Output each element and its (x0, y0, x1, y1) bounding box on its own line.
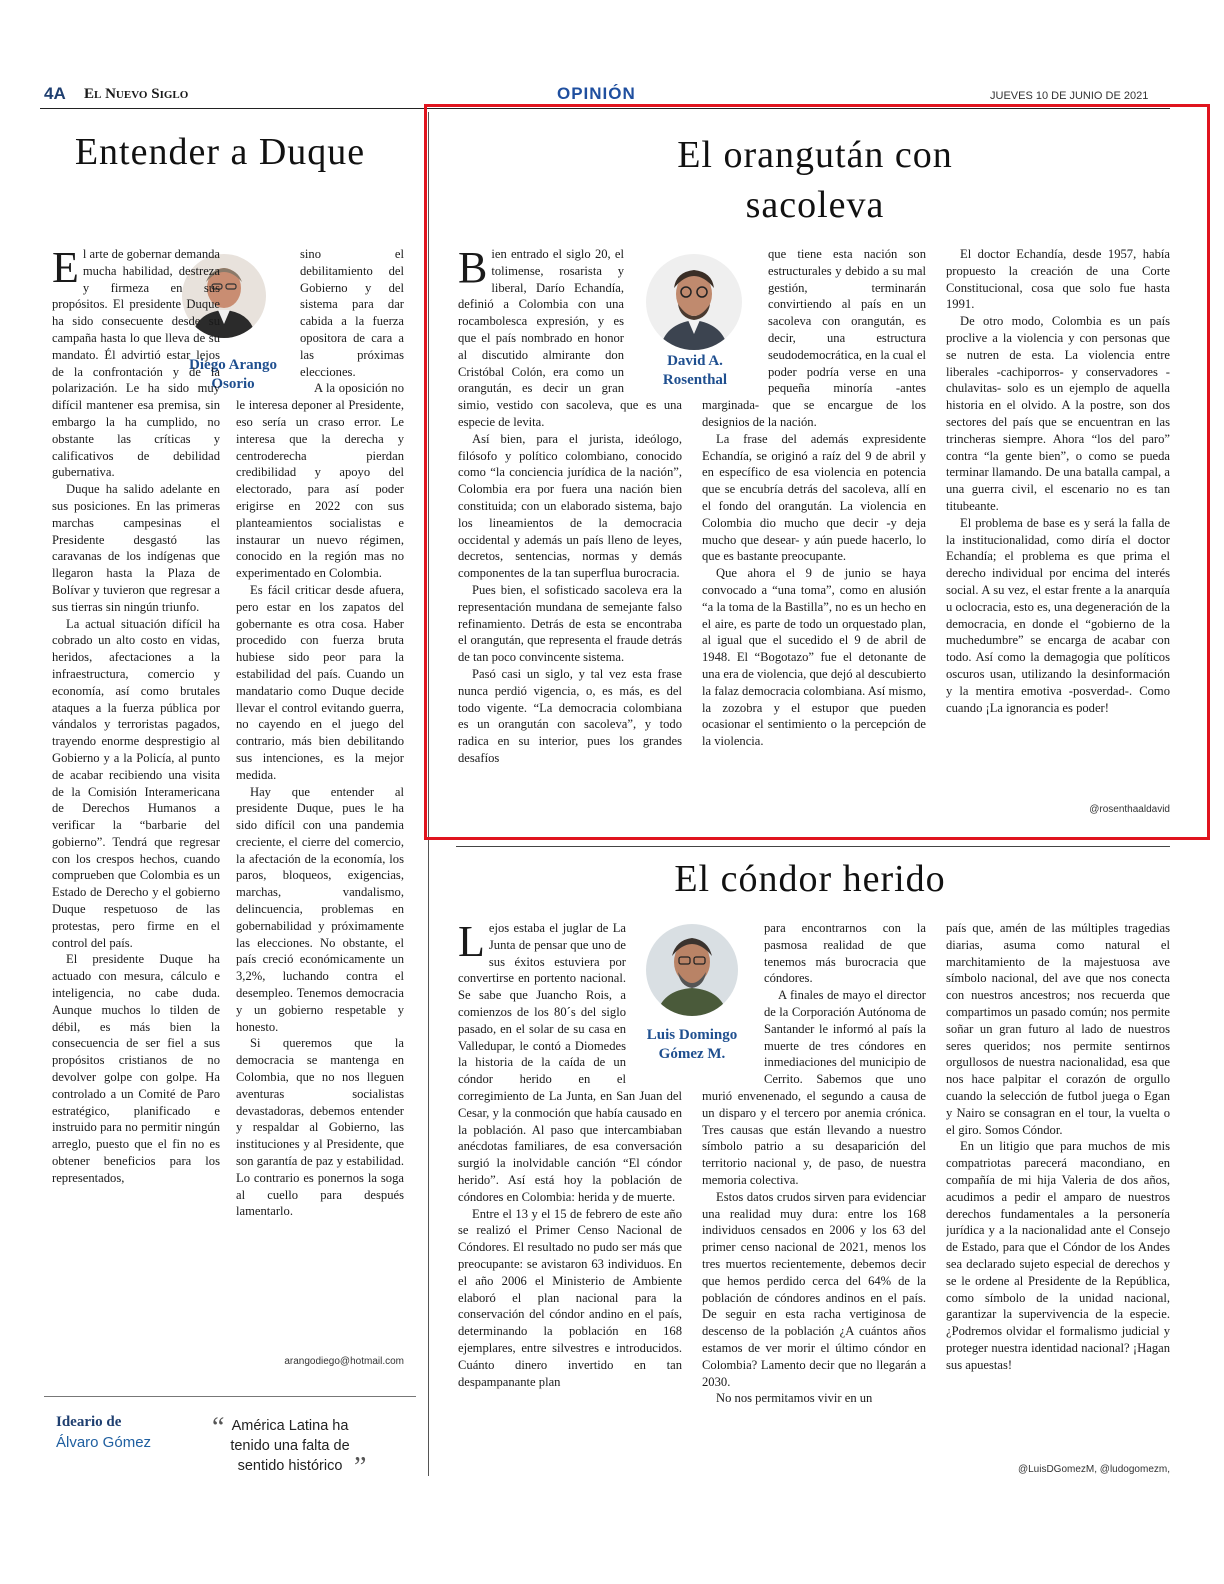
author-name: David A. Rosenthal (662, 353, 728, 388)
page-number: 4A (44, 84, 66, 103)
section-title: OPINIÓN (557, 84, 636, 103)
ideario-rule (44, 1396, 416, 1397)
article-column: para encontrarnos con la pasmosa realidad de que tenemos más burocracia que cóndores. A finales de mayo el director de la Corporación Autónoma de Santander le informó al país la muerte de tres cóndores en inmediaciones del municipio de Cerrito. Sabemos que uno murió envenenado, el segundo a causa de un disparo y el tercero por anemia crónica. Tres causas que están llevando a nuestro símbolo patrio a su desaparición del territorio nacional y, de paso, de nuestra memoria colectiva. Estos datos crudos sirven para evidenciar una realidad muy dura: entre los 168 individuos censados en 2006 y los 63 del primer censo nacional de 2021, menos los tres muertos recientemente, debemos decir que hemos perdido cerca del 64% de la población de cóndores andinos en el país. De seguir en esta racha vertiginosa de descenso de la población ¿A cuántos años estamos de ver morir el último cóndor en Colombia? Lamento decir que no llegarán a 2030. No nos permitamos vivir en un (702, 921, 926, 1406)
article-column: Lejos estaba el juglar de La Junta de pensar que uno de sus éxitos estuviera por convertirse en portento nacional. Se sabe que Juancho Rois, a comienzos de los 80´s del siglo pasado, en el solar de su casa en Valledupar, le contó a Diomedes la historia de la caída de un cóndor herido en el corregimiento de La Junta, en San Juan del Cesar, y la conmoción que había causado en la población. Al paso que intercambiaban anécdotas familiares, de esa conversación surgió la inolvidable canción “El cóndor herido”. Así está hoy la población de cóndores en Colombia: herida y de muerte. Entre el 13 y el 15 de febrero de este año se realizó el Primer Censo Nacional de Cóndores. El resultado no pudo ser más que preocupante: se avistaron 63 individuos. En el año 2006 el Ministerio de Ambiente elaboró el plan nacional para la conservación del cóndor andino en el país, determinando la población en 168 ejemplares, entre silvestres e introducidos. Cuánto dinero invertido en tan despampanante plan (458, 920, 682, 1389)
ideario-name: Álvaro Gómez (56, 1434, 152, 1451)
drop-cap: L (458, 920, 485, 966)
article-title: El orangután con sacoleva (677, 134, 953, 226)
article-divider (456, 846, 1170, 847)
article-title: Entender a Duque (74, 131, 366, 173)
author-handle: @rosenthaaldavid (1089, 804, 1170, 815)
article-column: El arte de gobernar demanda mucha habilidad, destreza y firmeza en sus propósitos. El presidente Duque ha sido consecuente desde su campaña hasta lo que lleva de su mandato. Él advirtió estar lejos de la confrontación y de la polarización. Le ha sido muy difícil mantener esa premisa, sin embargo la ha cumplido, no obstante las críticas y calificativos de debilidad gubernativa. Duque ha salido adelante en sus posiciones. En las primeras marchas campesinas el Presidente desgastó las caravanas de los indígenas que llegaron hasta la Plaza de Bolívar y tuvieron que regresar a sus tierras sin ningún triunfo. La actual situación difícil ha cobrado un alto costo en vidas, heridos, afectaciones a la infraestructura, comercio y economía, así como brutales ataques a la fuerza pública por vándalos y terroristas pagados, trayendo enorme desprestigio al Gobierno y a la Policía, al punto de acabar recibiendo una visita de la Comisión Interamericana de Derechos Humanos a verificar la “barbarie del gobierno”. Tendrá que regresar con los crespos hechos, cuando comprueben que Colombia es un Estado de Derecho y el gobierno Duque respetuoso de las protestas, pero firme en el control del país. El presidente Duque ha actuado con mesura, cálculo e inteligencia, no cabe duda. Aunque muchos lo tilden de débil, es más bien la consecuencia de ser fiel a sus propósitos cristianos de no devolver golpe con golpe. Ha controlado a un Comité de Paro estratégico, planificado e instruido para no permitir ningún arreglo, puesto que el fin no es obtener beneficios para los representados, (52, 246, 220, 1185)
drop-cap: E (52, 246, 79, 292)
ideario-label: Ideario de (56, 1414, 122, 1430)
article-column: que tiene esta nación son estructurales y debido a su mal gestión, terminarán convirtiendo al país en un sacoleva con orangután, es decir, una estructura seudodemocrática, en la cual el poder podría verse en una pequeña minoría -antes marginada- que se encargue de los designios de la nación. La frase del además expresidente Echandía, se originó a raíz del 9 de abril y en específico de esa violencia en potencia que se encubría detrás del sacoleva, allí en el fondo del orangután. La violencia en Colombia dio mucho que decir -y deja mucho que desear- y aún puede hacerlo, lo que es bastante preocupante. Que ahora el 9 de junio se haya convocado a “una toma”, como en alusión “a la toma de la Bastilla”, no es un hecho en el aire, es parte de todo un orquestado plan, al igual que el sucedido el 9 de abril de 1948. El “Bogotazo” fue el detonante de una era de violencia, que dejó al descubierto la falaz democracia colombiana. Así mismo, la zozobra y el estupor que pueden ocasionar el sentimiento o la percepción de la violencia. (702, 247, 926, 749)
article-column: sino el debilitamiento del Gobierno y del sistema para dar cabida a la fuerza opositora de cara a las próximas elecciones. A la oposición no le interesa deponer al Presidente, eso sería un craso error. Le interesa que la derecha y centroderecha pierdan credibilidad y apoyo del electorado, para así poder erigirse en 2022 con sus planteamientos socialistas e instaurar un nuevo régimen, conocido en la región mas no experimentado en Colombia. Es fácil criticar desde afuera, pero estar en los zapatos del gobernante es otra cosa. Haber procedido con fuerza bruta hubiese sido peor para la estabilidad del país. Cuando un mandatario como Duque decide llevar el control evitando guerra, no cayendo en el juego del contrario, más bien debilitando sus intenciones, es la mejor medida. Hay que entender al presidente Duque, pues le ha sido difícil con una pandemia creciente, el cierre del comercio, la afectación de la economía, los paros, bloqueos, exigencias, marchas, vandalismo, delincuencia, problemas en gobernabilidad y próximamente las elecciones. No obstante, el país creció económicamente un 3,2%, luchando contra el desempleo. Tenemos democracia y un gobierno respetable y honesto. Si queremos que la democracia se mantenga en Colombia, que no nos lleguen aventuras socialistas devastadoras, debemos entender y respaldar al Gobierno, las instituciones y al Presidente, que son garantía de paz y estabilidad. Lo contrario es ponernos la soga al cuello para después lamentarlo. (236, 247, 404, 1219)
author-handle: @LuisDGomezM, @ludogomezm, (1017, 1464, 1170, 1475)
quote-close-icon: ” (354, 1452, 367, 1483)
ideario-quote: América Latina ha tenido una falta de sentido histórico (230, 1418, 350, 1474)
newspaper-name: El Nuevo Siglo (84, 86, 189, 102)
author-email: arangodiego@hotmail.com (284, 1356, 404, 1367)
drop-cap: B (458, 246, 488, 292)
article-column: El doctor Echandía, desde 1957, había propuesto la creación de una Corte Constitucional, cosa que solo fue hasta 1991. De otro modo, Colombia es un país proclive a la violencia y con personas que se nutren de esta. La violencia entre liberales -cachiporros- y conservadores -chulavitas- solo es un ejemplo de aquella historia en el olvido. A la postre, son dos sectores del país que se encuentran en las trincheras siempre. Ahora “los del paro” contra “la gente bien”, o como se pueda terminar llamando. De una batalla campal, a una guerra civil, el escenario no es tan titubeante. El problema de base es y será la falla de la institucionalidad, como diría el doctor Echandía; el problema es que prima el derecho individual por encima del interés social. A su vez, el estar frente a la anarquía u oclocracia, esto es, una degeneración de la democracia, en donde el “gobierno de la muchedumbre” se encarga de acabar con todo. Así como la demagogia que políticos oscuros usan, utilizando la desinformación y la mentira emotiva -posverdad-. Como cuando ¡La ignorancia es poder! (946, 247, 1170, 715)
author-name: Diego Arango Osorio (189, 357, 277, 392)
article-column: país que, amén de las múltiples tragedias diarias, asuma como natural el marchitamiento de la majestuosa ave símbolo nacional, del ave que nos conecta con nuestros ancestros; nos recuerda que compartimos un pasado común; nos permite soñar un gran futuro al lado de nuestros seres queridos; nos permite sentirnos orgullosos de nuestra nacionalidad, esa que nos hace palpitar el corazón de orgullo cuando la selección de futbol juega o Egan y Nairo se consagran en el tour, la vuelta o el giro. Somos Cóndor. En un litigio que para muchos de mis compatriotas parecerá macondiano, en compañía de mi hija Valeria de dos años, acudimos a pedir el amparo de nuestros derechos fundamentales a la personería jurídica y a la nacionalidad ante el Consejo de Estado, para que el Cóndor de los Andes sea declarado sujeto especial de derechos y se le ordene al Presidente de la República, como símbolo de la unidad nacional, garantizar la supervivencia de la especie. ¿Podremos olvidar el formalismo judicial y proteger nuestra identidad nacional? ¡Hagan sus apuestas! (946, 921, 1170, 1372)
article-title: El cóndor herido (674, 858, 946, 900)
article-column: Bien entrado el siglo 20, el tolimense, rosarista y liberal, Darío Echandía, definió a Colombia con una rocambolesca expresión, y es que el país nombrado en honor al discutido almirante don Cristóbal Colón, era como un orangután, es decir un gran simio, vestido con sacoleva, que es una especie de levita. Así bien, para el jurista, ideólogo, filósofo y político colombiano, conocido como “la conciencia jurídica de la nación”, Colombia era por fuera una nación bien constituida; con un elaborado sistema, bajo los lineamientos de la democracia occidental y además un país lleno de leyes, decretos, sentencias, normas y demás componentes de la tan superflua burocracia. Pues bien, el sofisticado sacoleva era la representación mundana de semejante falso refinamiento. Detrás de esta se encontraba el orangután, que representa el fraude detrás de tan poco convincente sistema. Pasó casi un siglo, y tal vez esta frase nunca perdió vigencia, o, es más, es del todo vigente. “La democracia colombiana es un orangután con sacoleva”, y todo radica en su interior, pues los grandes desafíos (458, 246, 682, 765)
issue-date: JUEVES 10 DE JUNIO DE 2021 (990, 90, 1149, 102)
author-name: Luis Domingo Gómez M. (646, 1027, 738, 1062)
quote-open-icon: “ (212, 1412, 225, 1443)
